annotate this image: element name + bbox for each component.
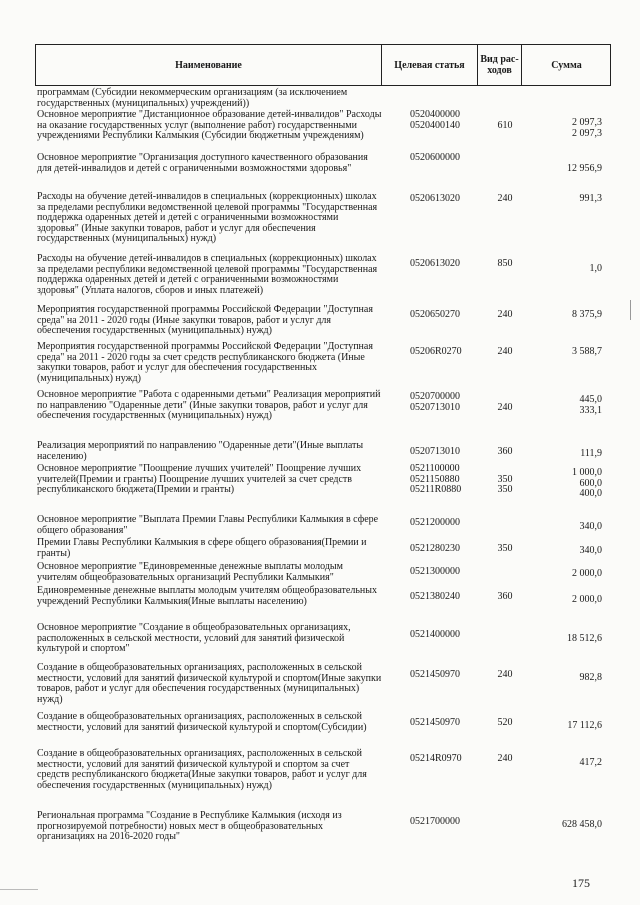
header-name: Наименование: [175, 59, 242, 71]
row-vid: 350: [497, 543, 513, 554]
row-name: Создание в общеобразовательных организациях, расположенных в сельской местности, условий для занятий физической культурой и спортом(Иные закупки товаров, работ и услуг для обеспечения государственных (муниципальных) нужд): [37, 662, 382, 705]
row-code: 0521450970: [410, 717, 460, 728]
row-sum: 111,9: [580, 448, 602, 459]
header-sum: Сумма: [551, 59, 582, 71]
row-sum: 3 588,7: [572, 346, 602, 357]
row-vid: 610: [497, 119, 513, 131]
row-code: 05206R0270: [410, 346, 462, 357]
row-sum: 340,0: [579, 545, 602, 556]
row-sum: 1 000,0 600,0 400,0: [572, 467, 602, 499]
row-vid: 360: [497, 591, 513, 602]
row-name: Создание в общеобразовательных организациях, расположенных в сельской местности, условий для занятий физической культурой и спортом(Субсидии): [37, 711, 367, 733]
row-name: программам (Субсидии некоммерческим организациям (за исключением государственных (муниципальных) учреждений)): [37, 87, 348, 109]
row-sum: 8 375,9: [572, 309, 602, 320]
row-code: 0521200000: [410, 517, 460, 528]
row-name: Мероприятия государственной программы Российской Федерации "Доступная среда" на 2011 - 2020 годы за счет средств республиканского бюджета (Иные закупки товаров, работ и услуг для обеспечения государственных (муниципальных) нужд): [37, 341, 373, 384]
row-sum: 417,2: [579, 757, 602, 768]
row-code: 0520650270: [410, 309, 460, 320]
row-name: Расходы на обучение детей-инвалидов в специальных (коррекционных) школах за пределами республики ведомственной целевой программы "Государственная поддержка одаренных детей и детей с ограниченными возможностями здоровья" (Иные закупки товаров, работ и услуг для обеспечения государственных (муниципальных) нужд): [37, 191, 378, 244]
row-code: 0521700000: [410, 816, 460, 827]
row-code: 0521280230: [410, 543, 460, 554]
row-name: Основное мероприятие "Работа с одаренными детьми" Реализация мероприятий по направлению "Одаренные дети" (Иные закупки товаров, работ и услуг для обеспечения государственных (муниципальных) нужд): [37, 389, 381, 421]
row-sum: 991,3: [579, 193, 602, 204]
row-code: 05214R0970: [410, 753, 462, 764]
row-vid: 350 350: [497, 473, 513, 495]
row-sum: 17 112,6: [567, 720, 602, 731]
row-code: 0521380240: [410, 591, 460, 602]
row-vid: 240: [497, 193, 513, 204]
row-name: Региональная программа "Создание в Республике Калмыкия (исходя из прогнозируемой потребности) новых мест в общеобразовательных организациях на 2016-2020 годы": [37, 810, 342, 842]
table-header: [35, 44, 611, 86]
margin-mark: [630, 300, 631, 320]
header-code: Целевая статья: [394, 59, 465, 71]
row-vid: 240: [497, 401, 513, 413]
row-sum: 12 956,9: [567, 163, 602, 174]
row-sum: 445,0 333,1: [579, 394, 602, 416]
row-sum: 2 000,0: [572, 594, 602, 605]
row-name: Основное мероприятие "Создание в общеобразовательных организациях, расположенных в сельской местности, условий для занятий физической культурой и спортом": [37, 622, 351, 654]
row-sum: 2 000,0: [572, 568, 602, 579]
row-code: 0521100000 0521150880 05211R0880: [410, 463, 462, 495]
row-sum: 2 097,3 2 097,3: [572, 117, 602, 139]
row-vid: 850: [497, 258, 513, 269]
row-code: 0520713010: [410, 446, 460, 457]
row-sum: 628 458,0: [562, 819, 602, 830]
row-sum: 18 512,6: [567, 633, 602, 644]
row-code: 0521400000: [410, 629, 460, 640]
row-name: Премии Главы Республики Калмыкия в сфере общего образования(Премии и гранты): [37, 537, 367, 559]
row-code: 0520700000 0520713010: [410, 391, 460, 413]
row-sum: 982,8: [579, 672, 602, 683]
row-name: Единовременные денежные выплаты молодым учителям общеобразовательных учреждений Республики Калмыкия(Иные выплаты населению): [37, 585, 377, 607]
row-name: Расходы на обучение детей-инвалидов в специальных (коррекционных) школах за пределами республики ведомственной целевой программы "Государственная поддержка одаренных детей и детей с ограниченными возможностями здоровья" (Уплата налогов, сборов и иных платежей): [37, 253, 378, 296]
row-name: Создание в общеобразовательных организациях, расположенных в сельской местности, условий для занятий физической культурой и спортом за счет средств республиканского бюджета(Иные закупки товаров, работ и услуг для обеспечения государственных (муниципальных) нужд): [37, 748, 367, 791]
row-sum: 1,0: [589, 263, 602, 274]
row-name: Основное мероприятие "Дистанционное образование детей-инвалидов" Расходы на оказание государственных услуг (выполнение работ) государственными учреждениями Республики Калмыкия (Субсидии бюджетным учреждениям): [37, 109, 382, 141]
row-sum: 340,0: [579, 521, 602, 532]
row-vid: 240: [497, 753, 513, 764]
row-name: Основное мероприятие "Поощрение лучших учителей" Поощрение лучших учителей(Премии и гранты) Поощрение лучших учителей за счет средств республиканского бюджета(Премии и гранты): [37, 463, 362, 495]
row-vid: 240: [497, 669, 513, 680]
page-number: 175: [572, 876, 590, 890]
header-vid: Вид рас-ходов: [480, 54, 519, 76]
row-name: Основное мероприятие "Организация доступного качественного образования для детей-инвалидов и детей с ограниченными возможностями здоровья": [37, 152, 368, 174]
row-name: Мероприятия государственной программы Российской Федерации "Доступная среда" на 2011 - 2020 годы (Иные закупки товаров, работ и услуг для обеспечения государственных (муниципальных) нужд): [37, 304, 373, 336]
row-code: 0521450970: [410, 669, 460, 680]
row-name: Основное мероприятие "Единовременные денежные выплаты молодым учителям общеобразовательных организаций Республики Калмыкия": [37, 561, 343, 583]
row-name: Основное мероприятие "Выплата Премии Главы Республики Калмыкия в сфере общего образования": [37, 514, 379, 536]
row-code: 0520600000: [410, 152, 460, 163]
row-vid: 240: [497, 309, 513, 320]
footer-rule: [0, 889, 38, 890]
row-code: 0520613020: [410, 258, 460, 269]
row-vid: 520: [497, 717, 513, 728]
row-vid: 360: [497, 446, 513, 457]
row-name: Реализация мероприятий по направлению "Одаренные дети"(Иные выплаты населению): [37, 440, 364, 462]
row-code: 0520613020: [410, 193, 460, 204]
row-code: 0520400000 0520400140: [410, 109, 460, 131]
row-vid: 240: [497, 346, 513, 357]
row-code: 0521300000: [410, 566, 460, 577]
